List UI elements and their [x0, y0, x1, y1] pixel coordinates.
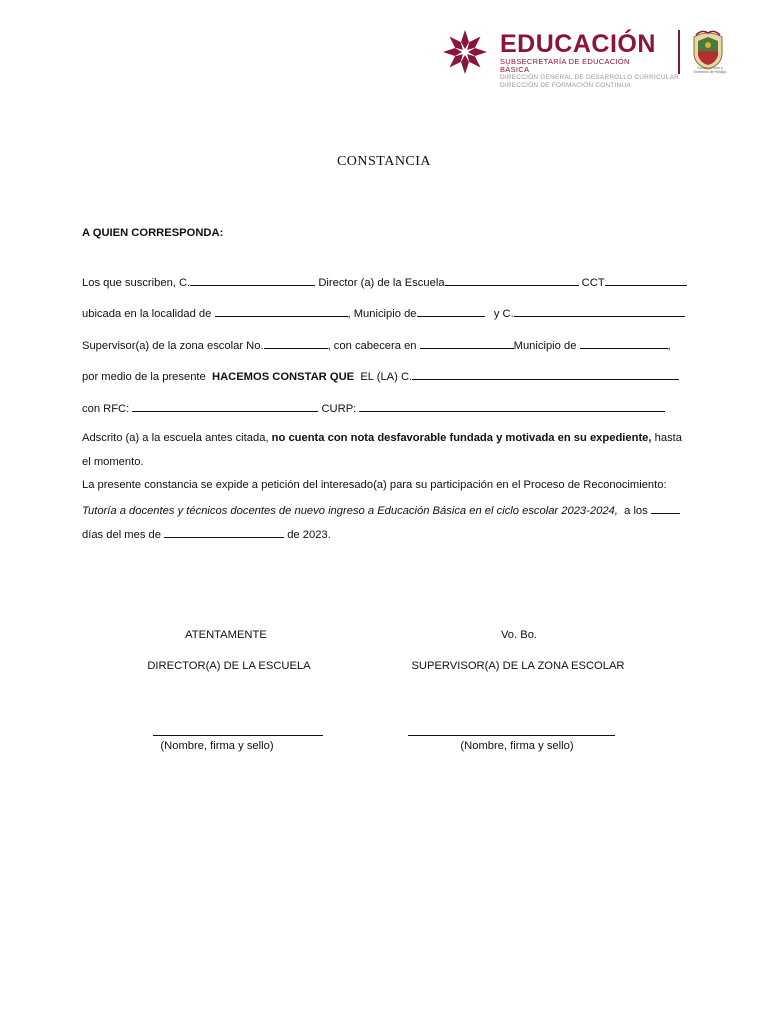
header-divider	[678, 30, 680, 74]
line-momento: el momento.	[82, 456, 144, 468]
text-zona: Supervisor(a) de la zona escolar No.	[82, 340, 264, 352]
text-dias-mes: días del mes de	[82, 529, 161, 541]
text-hasta: hasta	[654, 432, 682, 444]
text-adscrito: Adscrito (a) a la escuela antes citada,	[82, 432, 269, 444]
blank-cct[interactable]	[605, 274, 687, 286]
blank-cabecera[interactable]	[420, 337, 514, 349]
sig-right-role: SUPERVISOR(A) DE LA ZONA ESCOLAR	[411, 660, 625, 672]
blank-zona[interactable]	[264, 337, 328, 349]
line-localidad	[82, 305, 688, 321]
text-municipio: , Municipio de	[347, 308, 417, 320]
text-comma: ,	[667, 340, 671, 352]
sig-left-role: DIRECTOR(A) DE LA ESCUELA	[147, 660, 311, 672]
blank-localidad[interactable]	[215, 305, 348, 317]
brand-subtitle-2: BÁSICA	[500, 65, 530, 74]
flower-logo-icon	[440, 27, 490, 77]
blank-curp[interactable]	[359, 400, 665, 412]
blank-teacher-name[interactable]	[412, 368, 679, 380]
blank-supervisor-name[interactable]	[514, 305, 685, 317]
brand-subtitle-1: SUBSECRETARÍA DE EDUCACIÓN	[500, 57, 630, 66]
line-tutoria	[82, 502, 688, 518]
line-peticion: La presente constancia se expide a petición del interesado(a) para su participación en el Proceso de Reconocimiento:	[82, 479, 667, 491]
text-el-la: EL (LA) C.	[360, 371, 413, 383]
text-cabecera: , con cabecera en	[327, 340, 417, 352]
line-supervisor	[82, 337, 688, 353]
text-por-medio: por medio de la presente	[82, 371, 206, 383]
text-director: Director (a) de la Escuela	[318, 277, 445, 289]
blank-director-name[interactable]	[190, 274, 315, 286]
line-adscrito	[82, 431, 688, 445]
blank-rfc[interactable]	[132, 400, 318, 412]
brand-subtitle-3: DIRECCIÓN GENERAL DE DESARROLLO CURRICULAR	[500, 74, 679, 81]
text-suscriben: Los que suscriben, C.	[82, 277, 191, 289]
letterhead	[0, 0, 768, 110]
sig-right-caption: (Nombre, firma y sello)	[460, 740, 574, 752]
line-hacemos-constar	[82, 368, 688, 384]
brand-title: EDUCACIÓN	[500, 30, 656, 58]
document-title: CONSTANCIA	[336, 154, 432, 169]
sig-left-caption: (Nombre, firma y sello)	[160, 740, 274, 752]
text-curp: CURP:	[321, 403, 357, 415]
blank-mes[interactable]	[164, 526, 284, 538]
state-seal-icon	[688, 27, 728, 87]
sig-right-line[interactable]	[408, 735, 615, 736]
line-suscriben	[82, 274, 688, 290]
blank-school-name[interactable]	[445, 274, 579, 286]
text-rfc: con RFC:	[82, 403, 130, 415]
seal-caption: Gobierno Libre y Soberano de Hidalgo	[693, 66, 727, 74]
text-tutoria: Tutoría a docentes y técnicos docentes de nuevo ingreso a Educación Básica en el ciclo escolar 2023-2024,	[82, 505, 618, 517]
text-anio: de 2023.	[287, 529, 331, 541]
text-y-c: y C.	[493, 308, 514, 320]
text-a-los: a los	[624, 505, 648, 517]
greeting: A QUIEN CORRESPONDA:	[82, 227, 224, 239]
text-localidad: ubicada en la localidad de	[82, 308, 212, 320]
sig-left-line[interactable]	[153, 735, 323, 736]
text-cct: CCT	[581, 277, 605, 289]
blank-municipio[interactable]	[417, 305, 485, 317]
text-hacemos-constar: HACEMOS CONSTAR QUE	[211, 371, 355, 383]
sig-right-top: Vo. Bo.	[500, 629, 538, 641]
brand-block	[500, 30, 679, 89]
text-nota-desfavorable: no cuenta con nota desfavorable fundada y motivada en su expediente,	[271, 432, 652, 444]
brand-subtitle-4: DIRECCIÓN DE FORMACIÓN CONTINUA	[500, 81, 631, 89]
line-rfc-curp	[82, 400, 688, 416]
blank-dias[interactable]	[651, 502, 680, 514]
text-municipio-2: Municipio de	[513, 340, 577, 352]
sig-left-top: ATENTAMENTE	[185, 629, 267, 641]
blank-municipio-2[interactable]	[580, 337, 668, 349]
line-dias-mes	[82, 526, 688, 542]
